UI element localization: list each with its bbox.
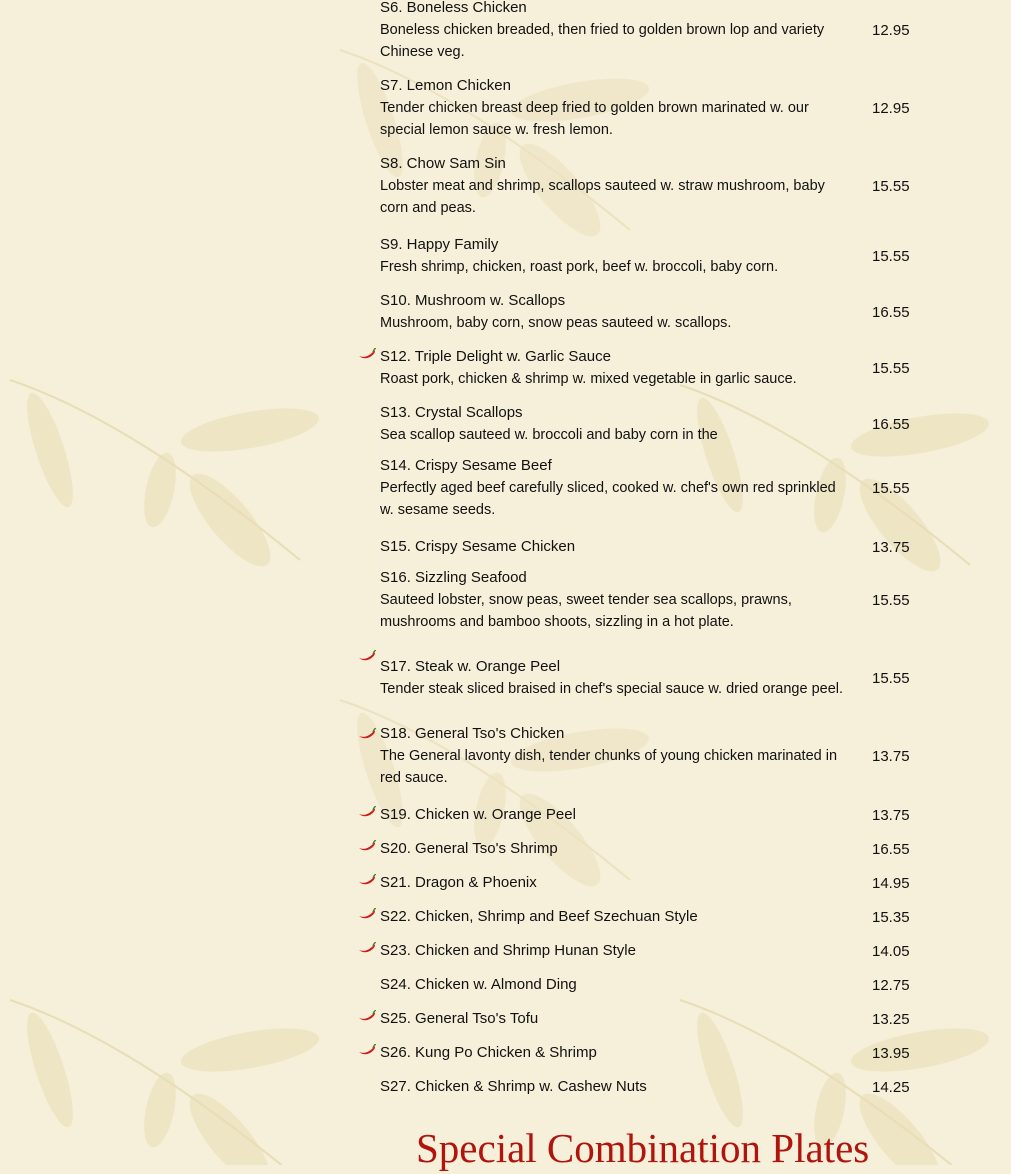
menu-item-name: S17. Steak w. Orange Peel — [380, 657, 561, 675]
menu-item-name: S10. Mushroom w. Scallops — [380, 291, 566, 309]
menu-item-description: Boneless chicken breaded, then fried to golden brown lop and variety Chinese veg. — [380, 21, 825, 60]
menu-item-price: 12.75 — [872, 976, 910, 994]
menu-item-price: 13.75 — [872, 538, 910, 556]
menu-item-name: S23. Chicken and Shrimp Hunan Style — [380, 942, 636, 959]
menu-item-price: 13.75 — [872, 806, 910, 824]
menu-item — [356, 536, 932, 558]
menu-item-name: S6. Boneless Chicken — [380, 0, 527, 16]
menu-item-name: S13. Crystal Scallops — [380, 403, 523, 421]
menu-item-description: Tender steak sliced braised in chef's special sauce w. dried orange peel. — [380, 680, 844, 697]
red-chili-pepper-icon — [358, 840, 376, 852]
menu-item — [356, 0, 932, 60]
menu-item-info — [380, 724, 848, 789]
menu-item-name: S26. Kung Po Chicken & Shrimp — [380, 1044, 597, 1061]
menu-item — [356, 872, 932, 894]
menu-item — [356, 402, 932, 446]
red-chili-pepper-icon — [358, 908, 376, 920]
menu-item-name: S9. Happy Family — [380, 235, 499, 253]
menu-item-price: 16.55 — [872, 415, 910, 433]
menu-item-name: S21. Dragon & Phoenix — [380, 874, 537, 891]
menu-item-price: 13.95 — [872, 1044, 910, 1062]
menu-item — [356, 1008, 932, 1030]
menu-item-info — [380, 154, 848, 219]
menu-item-price: 13.25 — [872, 1010, 910, 1028]
menu-item-name: S20. General Tso's Shrimp — [380, 840, 558, 857]
section-title-special-combination-plates: Special Combination Plates — [416, 1125, 870, 1171]
red-chili-pepper-icon — [358, 806, 376, 818]
menu-item-info — [380, 291, 848, 334]
menu-item-info — [380, 657, 848, 700]
menu-item-price: 16.55 — [872, 840, 910, 858]
menu-item-info — [380, 1077, 848, 1097]
menu-item-name: S27. Chicken & Shrimp w. Cashew Nuts — [380, 1078, 647, 1095]
menu-item-info — [380, 1009, 848, 1029]
menu-item-price: 15.55 — [872, 359, 910, 377]
menu-item-price: 15.55 — [872, 479, 910, 497]
menu-item-price: 16.55 — [872, 303, 910, 321]
menu-item-description: Roast pork, chicken & shrimp w. mixed vegetable in garlic sauce. — [380, 370, 797, 387]
red-chili-pepper-icon — [358, 348, 376, 360]
menu-item — [356, 156, 932, 216]
menu-item-info — [380, 568, 848, 633]
menu-item — [356, 78, 932, 138]
menu-item-info — [380, 235, 848, 278]
menu-item — [356, 1042, 932, 1064]
menu-item-description: Lobster meat and shrimp, scallops sauteed w. straw mushroom, baby corn and peas. — [380, 177, 825, 216]
menu-item-name: S16. Sizzling Seafood — [380, 568, 527, 586]
menu-item-description: The General lavonty dish, tender chunks of young chicken marinated in red sauce. — [380, 747, 838, 786]
menu-item-price: 13.75 — [872, 747, 910, 765]
menu-item-description: Tender chicken breast deep fried to golden brown marinated w. our special lemon sauce w. fresh lemon. — [380, 99, 809, 138]
menu-item — [356, 804, 932, 826]
menu-item — [356, 234, 932, 278]
menu-item — [356, 648, 932, 708]
menu-item-price: 14.25 — [872, 1078, 910, 1096]
menu-item-description: Perfectly aged beef carefully sliced, cooked w. chef's own red sprinkled w. sesame seeds. — [380, 479, 836, 518]
menu-item-info — [380, 839, 848, 859]
menu-item-name: S12. Triple Delight w. Garlic Sauce — [380, 347, 611, 365]
menu-item-price: 15.55 — [872, 247, 910, 265]
menu-item-info — [380, 456, 848, 521]
menu-item-description: Fresh shrimp, chicken, roast pork, beef w. broccoli, baby corn. — [380, 258, 779, 275]
menu-item-name: S22. Chicken, Shrimp and Beef Szechuan Style — [380, 908, 698, 925]
menu-item — [356, 974, 932, 996]
menu-item-name: S19. Chicken w. Orange Peel — [380, 806, 576, 823]
menu-item-info — [380, 941, 848, 961]
menu-item — [356, 838, 932, 860]
menu-item-info — [380, 403, 848, 446]
menu-item-info — [380, 975, 848, 995]
menu-item-name: S18. General Tso's Chicken — [380, 724, 565, 742]
menu-item-price: 15.55 — [872, 669, 910, 687]
menu-item-name: S15. Crispy Sesame Chicken — [380, 538, 576, 555]
menu-item-description: Mushroom, baby corn, snow peas sauteed w. scallops. — [380, 314, 732, 331]
menu-item-price: 14.05 — [872, 942, 910, 960]
menu-item-info — [380, 1043, 848, 1063]
red-chili-pepper-icon — [358, 728, 376, 740]
menu-item-price: 12.95 — [872, 99, 910, 117]
menu-item-info — [380, 805, 848, 825]
menu-item-info — [380, 873, 848, 893]
menu-item-price: 15.35 — [872, 908, 910, 926]
menu-item-price: 15.55 — [872, 177, 910, 195]
menu-item-info — [380, 347, 848, 390]
menu-item-description: Sea scallop sauteed w. broccoli and baby corn in the — [380, 426, 718, 443]
menu-item-info — [380, 76, 848, 141]
menu-item — [356, 906, 932, 928]
menu-item-name: S7. Lemon Chicken — [380, 76, 511, 94]
menu-item — [356, 346, 932, 390]
menu-item-name: S14. Crispy Sesame Beef — [380, 456, 552, 474]
menu-item — [356, 458, 932, 518]
menu-item — [356, 726, 932, 786]
menu-item — [356, 290, 932, 334]
red-chili-pepper-icon — [358, 1044, 376, 1056]
menu-item-info — [380, 537, 848, 557]
menu-item — [356, 1076, 932, 1098]
menu-item-price: 15.55 — [872, 591, 910, 609]
menu-item — [356, 570, 932, 630]
menu-item-price: 12.95 — [872, 21, 910, 39]
menu-item-name: S25. General Tso's Tofu — [380, 1010, 539, 1027]
menu-item — [356, 940, 932, 962]
menu-item-info — [380, 0, 848, 63]
menu-item-description: Sauteed lobster, snow peas, sweet tender sea scallops, prawns, mushrooms and bamboo shoots, sizzling in a hot plate. — [380, 591, 792, 630]
menu-item-name: S8. Chow Sam Sin — [380, 154, 506, 172]
red-chili-pepper-icon — [358, 650, 376, 662]
menu-item-info — [380, 907, 848, 927]
red-chili-pepper-icon — [358, 874, 376, 886]
menu-item-price: 14.95 — [872, 874, 910, 892]
red-chili-pepper-icon — [358, 1010, 376, 1022]
red-chili-pepper-icon — [358, 942, 376, 954]
menu-item-name: S24. Chicken w. Almond Ding — [380, 976, 577, 993]
